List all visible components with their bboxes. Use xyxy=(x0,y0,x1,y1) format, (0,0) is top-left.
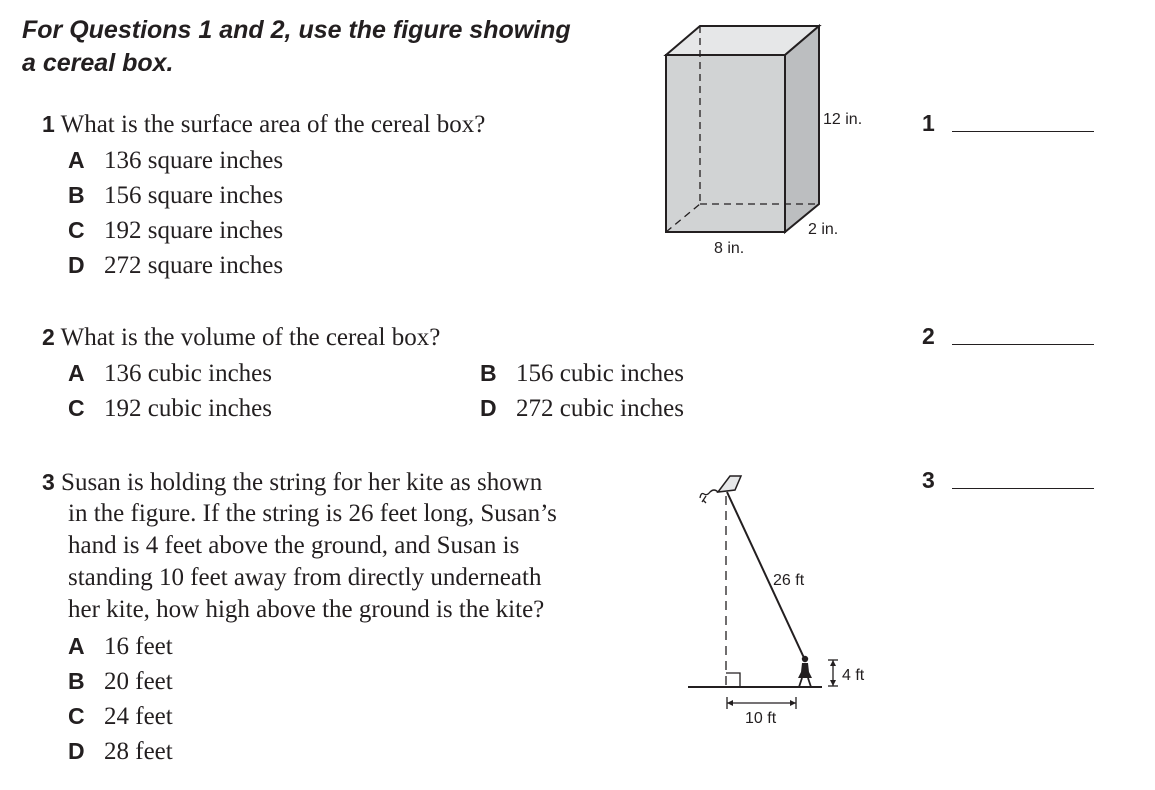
option-letter: D xyxy=(480,395,497,421)
option-a[interactable] xyxy=(68,143,283,178)
box-front-face xyxy=(666,55,785,232)
kite-figure xyxy=(680,468,880,736)
option-letter: B xyxy=(68,668,85,694)
option-letter: C xyxy=(68,217,85,243)
answer-blank-2 xyxy=(922,323,935,350)
box-width-label: 8 in. xyxy=(714,240,745,257)
option-text: 192 cubic inches xyxy=(104,395,273,422)
answer-line-1[interactable] xyxy=(952,131,1094,132)
question-text: What is the surface area of the cereal box? xyxy=(60,111,486,138)
answer-line-2[interactable] xyxy=(952,344,1094,345)
option-c[interactable] xyxy=(68,391,272,426)
answer-number: 1 xyxy=(922,110,935,136)
option-text: 28 feet xyxy=(104,738,173,765)
box-depth-label: 2 in. xyxy=(808,221,839,238)
question-1 xyxy=(42,108,485,141)
question-3-text xyxy=(68,498,557,626)
person-icon xyxy=(798,656,812,687)
question-number: 3 xyxy=(42,469,55,495)
answer-number: 3 xyxy=(922,467,935,493)
box-side-face xyxy=(785,26,819,232)
question-number: 1 xyxy=(42,111,55,137)
option-letter: C xyxy=(68,703,85,729)
question-2 xyxy=(42,321,440,354)
question-1-options xyxy=(68,143,283,283)
option-text: 136 cubic inches xyxy=(104,360,273,387)
option-letter: B xyxy=(68,182,85,208)
answer-line-3[interactable] xyxy=(952,488,1094,489)
question-text-line: Susan is holding the string for her kite as shown xyxy=(61,469,543,496)
kite-tail xyxy=(700,490,718,503)
option-c[interactable] xyxy=(68,699,173,734)
box-height-label: 12 in. xyxy=(823,111,863,128)
option-text: 16 feet xyxy=(104,633,173,660)
option-text: 272 square inches xyxy=(104,252,284,279)
option-text: 272 cubic inches xyxy=(516,395,685,422)
question-text-line: her kite, how high above the ground is the kite? xyxy=(68,596,545,623)
string-length-label: 26 ft xyxy=(773,572,805,589)
option-letter: B xyxy=(480,360,497,386)
option-letter: C xyxy=(68,395,85,421)
answer-blank-3 xyxy=(922,467,935,494)
answer-number: 2 xyxy=(922,323,935,349)
option-b[interactable] xyxy=(480,356,684,391)
option-b[interactable] xyxy=(68,664,173,699)
question-2-options-left xyxy=(68,356,272,426)
option-c[interactable] xyxy=(68,213,283,248)
option-letter: A xyxy=(68,633,85,659)
question-text-line: hand is 4 feet above the ground, and Susan is xyxy=(68,532,520,559)
hand-height-label: 4 ft xyxy=(842,667,865,684)
option-text: 24 feet xyxy=(104,703,173,730)
option-a[interactable] xyxy=(68,629,173,664)
question-2-options-right xyxy=(480,356,684,426)
question-text-line: in the figure. If the string is 26 feet long, Susan’s xyxy=(68,500,557,527)
option-letter: D xyxy=(68,738,85,764)
question-3-options xyxy=(68,629,173,769)
option-letter: A xyxy=(68,360,85,386)
right-angle-marker xyxy=(726,673,740,687)
kite-icon xyxy=(718,476,741,492)
option-b[interactable] xyxy=(68,178,283,213)
option-d[interactable] xyxy=(68,248,283,283)
question-text-line: standing 10 feet away from directly underneath xyxy=(68,564,542,591)
answer-blank-1 xyxy=(922,110,935,137)
option-a[interactable] xyxy=(68,356,272,391)
option-letter: D xyxy=(68,252,85,278)
question-number: 2 xyxy=(42,324,55,350)
question-text: What is the volume of the cereal box? xyxy=(60,324,441,351)
option-letter: A xyxy=(68,147,85,173)
option-text: 136 square inches xyxy=(104,147,284,174)
option-text: 156 cubic inches xyxy=(516,360,685,387)
cereal-box-figure xyxy=(650,18,880,268)
distance-label: 10 ft xyxy=(745,710,777,727)
option-d[interactable] xyxy=(68,734,173,769)
option-text: 156 square inches xyxy=(104,182,284,209)
question-3 xyxy=(42,466,542,499)
option-text: 192 square inches xyxy=(104,217,284,244)
section-heading: For Questions 1 and 2, use the figure showing a cereal box. xyxy=(22,16,571,77)
option-d[interactable] xyxy=(480,391,684,426)
option-text: 20 feet xyxy=(104,668,173,695)
